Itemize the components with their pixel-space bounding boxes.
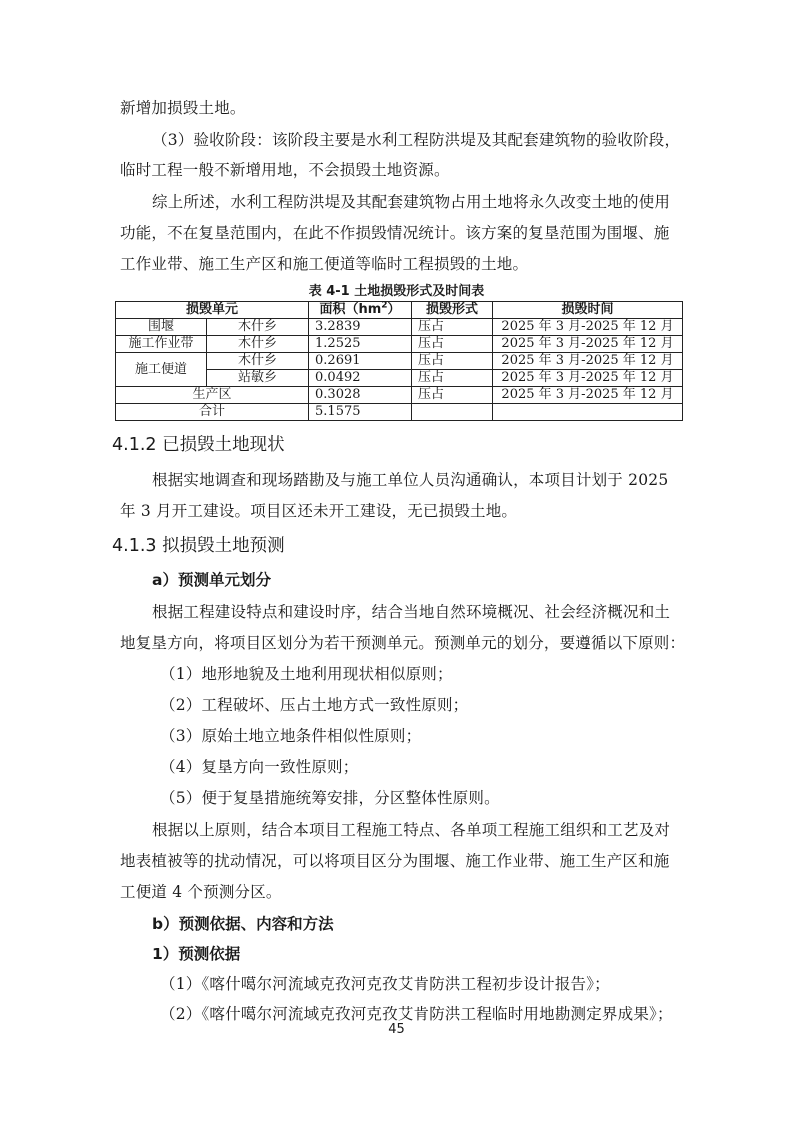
cell-form: 压占 [412, 387, 493, 404]
table-row [116, 353, 683, 370]
cell-sub: 站敏乡 [207, 370, 309, 387]
cell-unit: 合计 [116, 404, 309, 421]
cell-unit: 围堰 [116, 319, 207, 336]
header-unit: 损毁单元 [116, 302, 309, 319]
paragraph-summary-line2: 功能，不在复垦范围内，在此不作损毁情况统计。该方案的复垦范围为围堰、施 [120, 224, 670, 242]
cell-form [412, 404, 493, 421]
paragraph-continuation: 新增加损毁土地。 [120, 99, 246, 117]
cell-area: 5.1575 [309, 404, 412, 421]
principle-item: （3）原始土地立地条件相似性原则； [160, 727, 422, 745]
table-row [116, 336, 683, 353]
cell-form: 压占 [412, 319, 493, 336]
paragraph-413b-line3: 工便道 4 个预测分区。 [120, 883, 282, 901]
table-header-row [116, 302, 683, 319]
cell-area: 3.2839 [309, 319, 412, 336]
subheading-b1: 1）预测依据 [152, 945, 241, 963]
paragraph-acceptance-stage-line2: 临时工程一般不新增用地，不会损毁土地资源。 [120, 161, 450, 179]
paragraph-413b-line1: 根据以上原则，结合本项目工程施工特点、各单项工程施工组织和工艺及对 [152, 821, 671, 839]
cell-time: 2025 年 3 月-2025 年 12 月 [493, 387, 683, 404]
cell-unit: 生产区 [116, 387, 309, 404]
cell-sub: 木什乡 [207, 353, 309, 370]
heading-4-1-3: 4.1.3 拟损毁土地预测 [112, 536, 285, 556]
table-caption: 表 4-1 土地损毁形式及时间表 [308, 284, 485, 299]
cell-area: 0.2691 [309, 353, 412, 370]
table-row [116, 387, 683, 404]
cell-time: 2025 年 3 月-2025 年 12 月 [493, 336, 683, 353]
paragraph-412-line2: 年 3 月开工建设。项目区还未开工建设，无已损毁土地。 [120, 502, 518, 520]
principle-item: （4）复垦方向一致性原则； [160, 758, 359, 776]
paragraph-summary-line1: 综上所述，水利工程防洪堤及其配套建筑物占用土地将永久改变土地的使用 [152, 193, 671, 211]
paragraph-413a-line2: 地复垦方向，将项目区划分为若干预测单元。预测单元的划分，要遵循以下原则： [120, 634, 686, 652]
cell-time: 2025 年 3 月-2025 年 12 月 [493, 319, 683, 336]
cell-form: 压占 [412, 353, 493, 370]
header-area: 面积$(hm^2)$ [309, 302, 412, 319]
cell-time [493, 404, 683, 421]
cell-area: 1.2525 [309, 336, 412, 353]
principle-item: （2）工程破坏、压占土地方式一致性原则； [160, 696, 469, 714]
heading-4-1-2: 4.1.2 已损毁土地现状 [112, 435, 285, 455]
paragraph-412-line1: 根据实地调查和现场踏勘及与施工单位人员沟通确认，本项目计划于 2025 [152, 471, 669, 489]
principle-item: （1）地形地貌及土地利用现状相似原则； [160, 665, 453, 683]
paragraph-413b-line2: 地表植被等的扰动情况，可以将项目区分为围堰、施工作业带、施工生产区和施 [120, 852, 670, 870]
cell-time: 2025 年 3 月-2025 年 12 月 [493, 370, 683, 387]
principle-item: （5）便于复垦措施统筹安排，分区整体性原则。 [160, 789, 500, 807]
reference-item: （1）《喀什噶尔河流域克孜河克孜艾肯防洪工程初步设计报告》； [160, 975, 610, 993]
page-number: 45 [388, 1022, 405, 1037]
cell-unit: 施工便道 [116, 353, 207, 387]
cell-form: 压占 [412, 336, 493, 353]
cell-sub: 木什乡 [207, 336, 309, 353]
cell-unit: 施工作业带 [116, 336, 207, 353]
reference-item: （2）《喀什噶尔河流域克孜河克孜艾肯防洪工程临时用地勘测定界成果》； [160, 1005, 673, 1023]
header-form: 损毁形式 [412, 302, 493, 319]
table-row [116, 319, 683, 336]
paragraph-summary-line3: 工作业带、施工生产区和施工便道等临时工程损毁的土地。 [120, 255, 529, 273]
cell-area: 0.0492 [309, 370, 412, 387]
cell-sub: 木什乡 [207, 319, 309, 336]
subheading-a: a）预测单元划分 [152, 571, 271, 589]
cell-area: 0.3028 [309, 387, 412, 404]
paragraph-acceptance-stage-line1: （3）验收阶段：该阶段主要是水利工程防洪堤及其配套建筑物的验收阶段， [152, 131, 681, 149]
paragraph-413a-line1: 根据工程建设特点和建设时序，结合当地自然环境概况、社会经济概况和土 [152, 603, 671, 621]
table-total-row [116, 404, 683, 421]
damage-table [115, 301, 683, 421]
cell-time: 2025 年 3 月-2025 年 12 月 [493, 353, 683, 370]
header-time: 损毁时间 [493, 302, 683, 319]
cell-form: 压占 [412, 370, 493, 387]
subheading-b: b）预测依据、内容和方法 [152, 915, 334, 933]
